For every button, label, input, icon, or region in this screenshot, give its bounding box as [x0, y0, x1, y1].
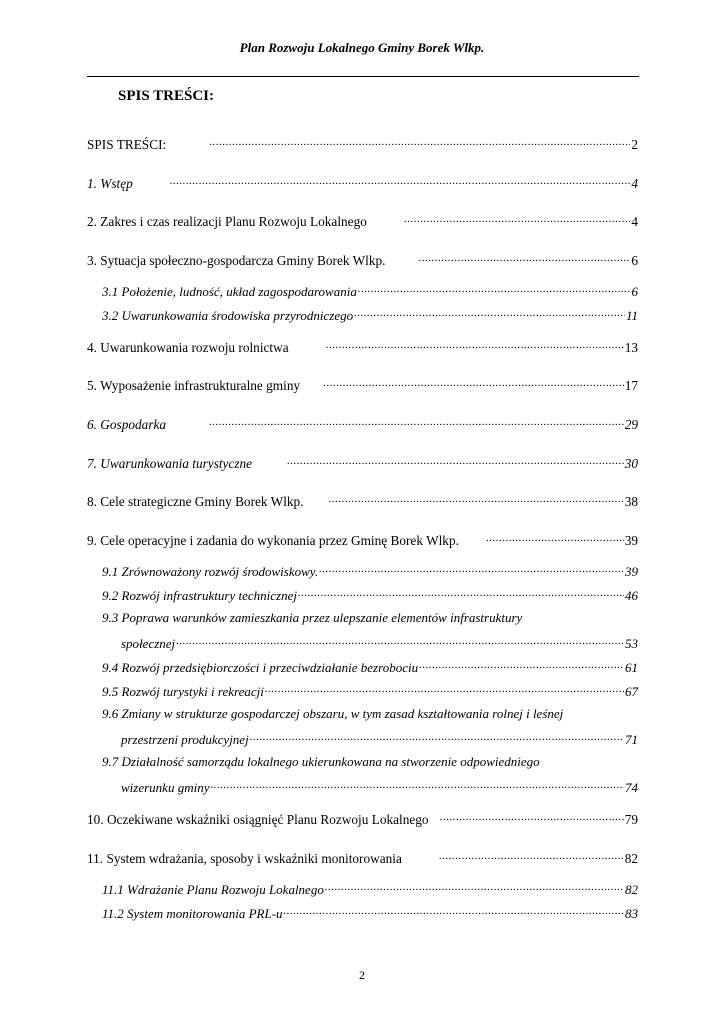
toc-entry[interactable]: [87, 174, 638, 192]
dot-leader: [170, 174, 631, 188]
toc-entry-page: 29: [624, 417, 638, 432]
dot-leader: [209, 415, 624, 429]
dot-leader: [326, 338, 624, 352]
toc-entry-page: 46: [625, 588, 638, 603]
dot-leader: [404, 212, 630, 226]
toc-entry[interactable]: [102, 306, 638, 324]
toc-entry-page: 39: [624, 533, 638, 548]
toc-entry-label: 5. Wyposażenie infrastrukturalne gminy: [87, 378, 301, 393]
dot-leader: [287, 454, 624, 468]
toc-entry-page: 4: [631, 176, 638, 191]
dot-leader: [265, 682, 624, 696]
toc-entry[interactable]: [102, 282, 638, 300]
toc-entry-label: 6. Gospodarka: [87, 417, 167, 432]
toc-entry-page: 4: [631, 214, 638, 229]
toc-entry[interactable]: [87, 376, 638, 394]
toc-entry-label: przestrzeni produkcyjnej: [121, 732, 249, 747]
toc-entry-label: 7. Uwarunkowania turystyczne: [87, 456, 253, 471]
dot-leader: [298, 586, 624, 600]
toc-entry-label-line1[interactable]: 9.7 Działalność samorządu lokalnego ukierunkowana na stworzenie odpowiedniego: [102, 754, 540, 769]
toc-entry-label: 9.1 Zrównoważony rozwój środowiskowy.: [102, 564, 319, 579]
toc-entry-page: 39: [625, 564, 638, 579]
toc-entry-label: 9.2 Rozwój infrastruktury technicznej: [102, 588, 297, 603]
toc-entry-label: 3.1 Położenie, ludność, układ zagospodarowania: [102, 284, 357, 299]
toc-entry[interactable]: [102, 562, 638, 580]
toc-entry-page: 11: [625, 308, 638, 323]
toc-entry-label: 3. Sytuacja społeczno-gospodarcza Gminy Borek Wlkp.: [87, 253, 386, 268]
toc-entry-page: 2: [631, 137, 638, 152]
toc-entry-label: 9. Cele operacyjne i zadania do wykonania przez Gminę Borek Wlkp.: [87, 533, 459, 548]
toc-entry-page: 79: [624, 812, 638, 827]
toc-entry-label: SPIS TREŚCI:: [87, 137, 167, 152]
toc-entry[interactable]: [87, 849, 638, 867]
toc-entry-page: 30: [624, 456, 638, 471]
dot-leader: [329, 492, 624, 506]
toc-entry[interactable]: [87, 212, 638, 230]
dot-leader: [486, 531, 624, 545]
toc-entry-label: 1. Wstęp: [87, 176, 133, 191]
dot-leader: [439, 849, 624, 863]
page-number: 2: [359, 968, 365, 982]
toc-entry[interactable]: [87, 251, 638, 269]
dot-leader: [323, 376, 624, 390]
toc-entry-label: 4. Uwarunkowania rozwoju rolnictwa: [87, 340, 289, 355]
toc-entry-label: 2. Zakres i czas realizacji Planu Rozwoju Lokalnego: [87, 214, 367, 229]
toc-entry-page: 13: [624, 340, 638, 355]
toc-entry-label: 11.2 System monitorowania PRL-u: [102, 906, 283, 921]
toc-entry-label: 9.5 Rozwój turystyki i rekreacji: [102, 684, 264, 699]
toc-entry-label: 3.2 Uwarunkowania środowiska przyrodniczego: [102, 308, 354, 323]
toc-entry-label: 10. Oczekiwane wskaźniki osiągnięć Planu Rozwoju Lokalnego: [87, 812, 429, 827]
toc-entry[interactable]: [87, 810, 638, 828]
toc-entry[interactable]: [87, 454, 638, 472]
dot-leader: [284, 904, 624, 918]
toc-entry-label: 11. System wdrażania, sposoby i wskaźniki monitorowania: [87, 851, 402, 866]
toc-entry-page: 6: [631, 253, 638, 268]
toc-entry[interactable]: [87, 135, 638, 153]
toc-heading: SPIS TREŚCI:: [118, 88, 215, 104]
toc-entry[interactable]: [102, 880, 638, 898]
toc-entry-page: 6: [631, 284, 638, 299]
dot-leader: [319, 562, 624, 576]
toc-entry-label: 9.4 Rozwój przedsiębiorczości i przeciwdziałanie bezrobociu: [102, 660, 419, 675]
toc-entry[interactable]: [102, 682, 638, 700]
running-header: Plan Rozwoju Lokalnego Gminy Borek Wlkp.: [239, 40, 485, 55]
dot-leader: [354, 306, 625, 320]
toc-entry[interactable]: [102, 658, 638, 676]
toc-entry-label: społecznej: [121, 636, 176, 651]
toc-entry[interactable]: [121, 778, 638, 796]
toc-entry[interactable]: [87, 415, 638, 433]
toc-entry[interactable]: [87, 531, 638, 549]
toc-entry[interactable]: [87, 492, 638, 510]
dot-leader: [210, 778, 624, 792]
toc-entry-label-line1[interactable]: 9.3 Poprawa warunków zamieszkania przez ulepszanie elementów infrastruktury: [102, 610, 523, 625]
dot-leader: [358, 282, 631, 296]
toc-entry-page: 17: [624, 378, 638, 393]
dot-leader: [325, 880, 624, 894]
toc-entry-page: 71: [625, 732, 638, 747]
toc-entry[interactable]: [102, 904, 638, 922]
toc-entry-page: 61: [625, 660, 638, 675]
toc-entry-page: 53: [625, 636, 638, 651]
toc-entry-label: 8. Cele strategiczne Gminy Borek Wlkp.: [87, 494, 304, 509]
dot-leader: [250, 730, 624, 744]
dot-leader: [440, 810, 624, 824]
toc-entry-page: 74: [625, 780, 638, 795]
toc-entry[interactable]: [87, 338, 638, 356]
toc-entry-page: 38: [624, 494, 638, 509]
toc-entry[interactable]: [121, 634, 638, 652]
dot-leader: [419, 658, 624, 672]
dot-leader: [176, 634, 624, 648]
toc-entry-page: 82: [625, 882, 638, 897]
toc-entry[interactable]: [102, 586, 638, 604]
toc-entry[interactable]: [121, 730, 638, 748]
toc-entry-page: 83: [625, 906, 638, 921]
toc-entry-page: 82: [624, 851, 638, 866]
toc-entry-label-line1[interactable]: 9.6 Zmiany w strukturze gospodarczej obszaru, w tym zasad kształtowania rolnej i leśnej: [102, 706, 564, 721]
dot-leader: [419, 251, 631, 265]
toc-entry-label: 11.1 Wdrażanie Planu Rozwoju Lokalnego: [102, 882, 324, 897]
dot-leader: [209, 135, 630, 149]
toc-entry-label: wizerunku gminy: [121, 780, 210, 795]
toc-entry-page: 67: [625, 684, 638, 699]
